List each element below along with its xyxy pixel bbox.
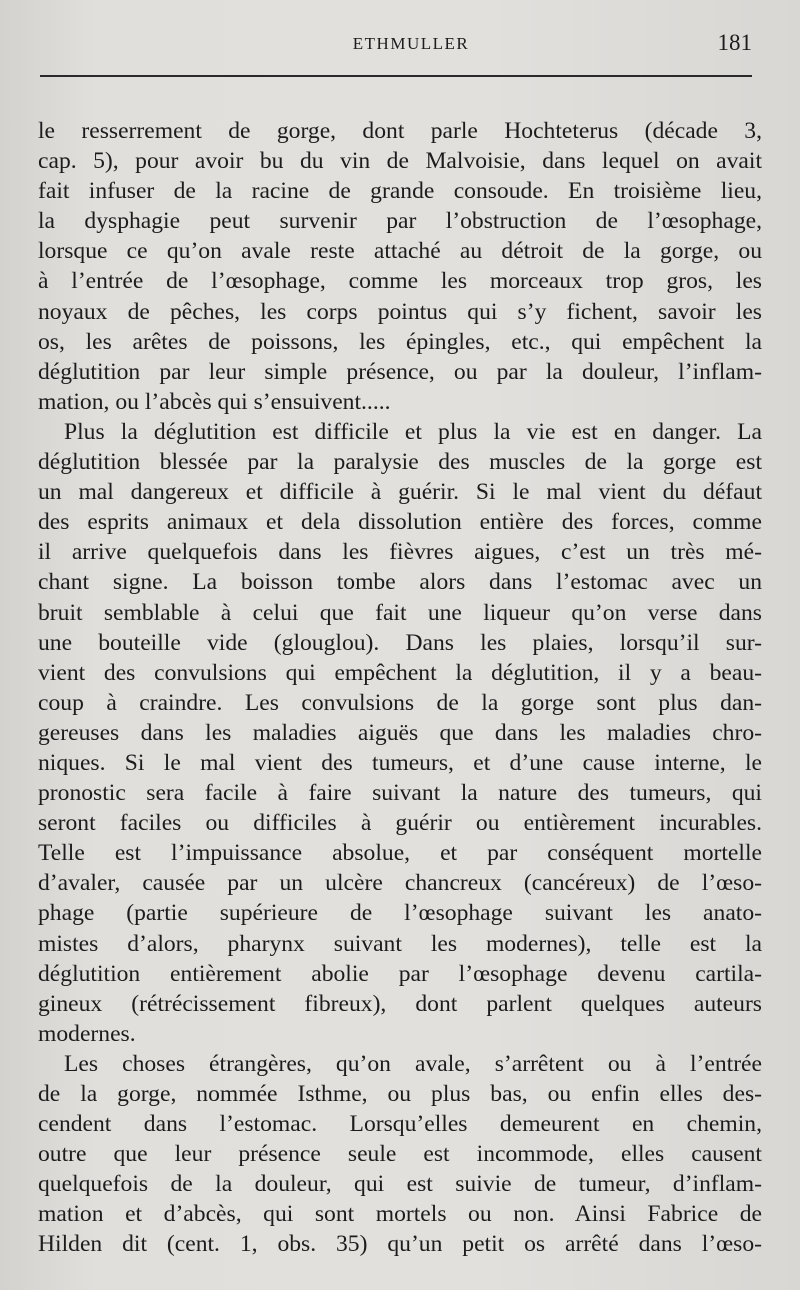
text-line: une bouteille vide (glouglou). Dans les plaies, lorsqu’il sur- <box>38 629 762 656</box>
text-line: gereuses dans les maladies aiguës que dans les maladies chro- <box>38 719 762 746</box>
text-line: cap. 5), pour avoir bu du vin de Malvoisie, dans lequel on avait <box>38 148 762 175</box>
paragraph-first-line: Plus la déglutition est difficile et plus la vie est en danger. La <box>64 418 762 445</box>
text-line: déglutition blessée par la paralysie des muscles de la gorge est <box>38 449 762 476</box>
page-header <box>40 26 752 66</box>
text-line: os, les arêtes de poissons, les épingles, etc., qui empêchent la <box>38 328 762 355</box>
text-line: chant signe. La boisson tombe alors dans l’estomac avec un <box>38 569 762 596</box>
text-line: bruit semblable à celui que fait une liqueur qu’on verse dans <box>38 599 762 626</box>
text-line: mistes d’alors, pharynx suivant les modernes), telle est la <box>38 930 762 957</box>
text-line: un mal dangereux et difficile à guérir. Si le mal vient du défaut <box>38 479 762 506</box>
text-line: noyaux de pêches, les corps pointus qui s’y fichent, savoir les <box>38 298 762 325</box>
text-line: mation et d’abcès, qui sont mortels ou non. Ainsi Fabrice de <box>38 1201 762 1228</box>
text-line: phage (partie supérieure de l’œsophage suivant les anato- <box>38 900 762 927</box>
text-line: quelquefois de la douleur, qui est suivie de tumeur, d’inflam- <box>38 1171 762 1198</box>
text-line: à l’entrée de l’œsophage, comme les morceaux trop gros, les <box>38 268 762 295</box>
text-line: coup à craindre. Les convulsions de la gorge sont plus dan- <box>38 689 762 716</box>
text-line: fait infuser de la racine de grande consoude. En troisième lieu, <box>38 178 762 205</box>
text-line: de la gorge, nommée Isthme, ou plus bas, ou enfin elles des- <box>38 1081 762 1107</box>
text-line: mation, ou l’abcès qui s’ensuivent..... <box>38 388 391 415</box>
text-line: gineux (rétrécissement fibreux), dont parlent quelques auteurs <box>38 990 762 1017</box>
header-rule <box>40 75 752 77</box>
text-line: il arrive quelquefois dans les fièvres aigues, c’est un très mé- <box>38 539 762 566</box>
text-line: vient des convulsions qui empêchent la déglutition, il y a beau- <box>38 659 762 686</box>
text-line: modernes. <box>38 1020 136 1047</box>
text-line: le resserrement de gorge, dont parle Hochteterus (décade 3, <box>38 118 762 144</box>
text-line: seront faciles ou difficiles à guérir ou entièrement incurables. <box>38 810 762 837</box>
paragraph-first-line: Les choses étrangères, qu’on avale, s’arrêtent ou à l’entrée <box>64 1050 762 1077</box>
text-line: Hilden dit (cent. 1, obs. 35) qu’un petit os arrêté dans l’œso- <box>38 1231 762 1258</box>
text-line: la dysphagie peut survenir par l’obstruction de l’œsophage, <box>38 208 762 235</box>
text-line: déglutition par leur simple présence, ou par la douleur, l’inflam- <box>38 358 762 385</box>
text-line: déglutition entièrement abolie par l’œsophage devenu cartila- <box>38 960 762 987</box>
body-text <box>38 116 762 1260</box>
text-line: cendent dans l’estomac. Lorsqu’elles demeurent en chemin, <box>38 1111 762 1138</box>
text-line: outre que leur présence seule est incommode, elles causent <box>38 1141 762 1168</box>
running-title: ETHMULLER <box>352 34 470 53</box>
text-line: d’avaler, causée par un ulcère chancreux (cancéreux) de l’œso- <box>38 870 762 897</box>
text-line: Telle est l’impuissance absolue, et par conséquent mortelle <box>38 840 762 867</box>
text-line: niques. Si le mal vient des tumeurs, et d’une cause interne, le <box>38 749 762 776</box>
page-number: 181 <box>717 30 752 55</box>
text-line: des esprits animaux et dela dissolution entière des forces, comme <box>38 509 762 536</box>
text-line: lorsque ce qu’on avale reste attaché au détroit de la gorge, ou <box>38 238 762 265</box>
text-line: pronostic sera facile à faire suivant la nature des tumeurs, qui <box>38 780 762 807</box>
